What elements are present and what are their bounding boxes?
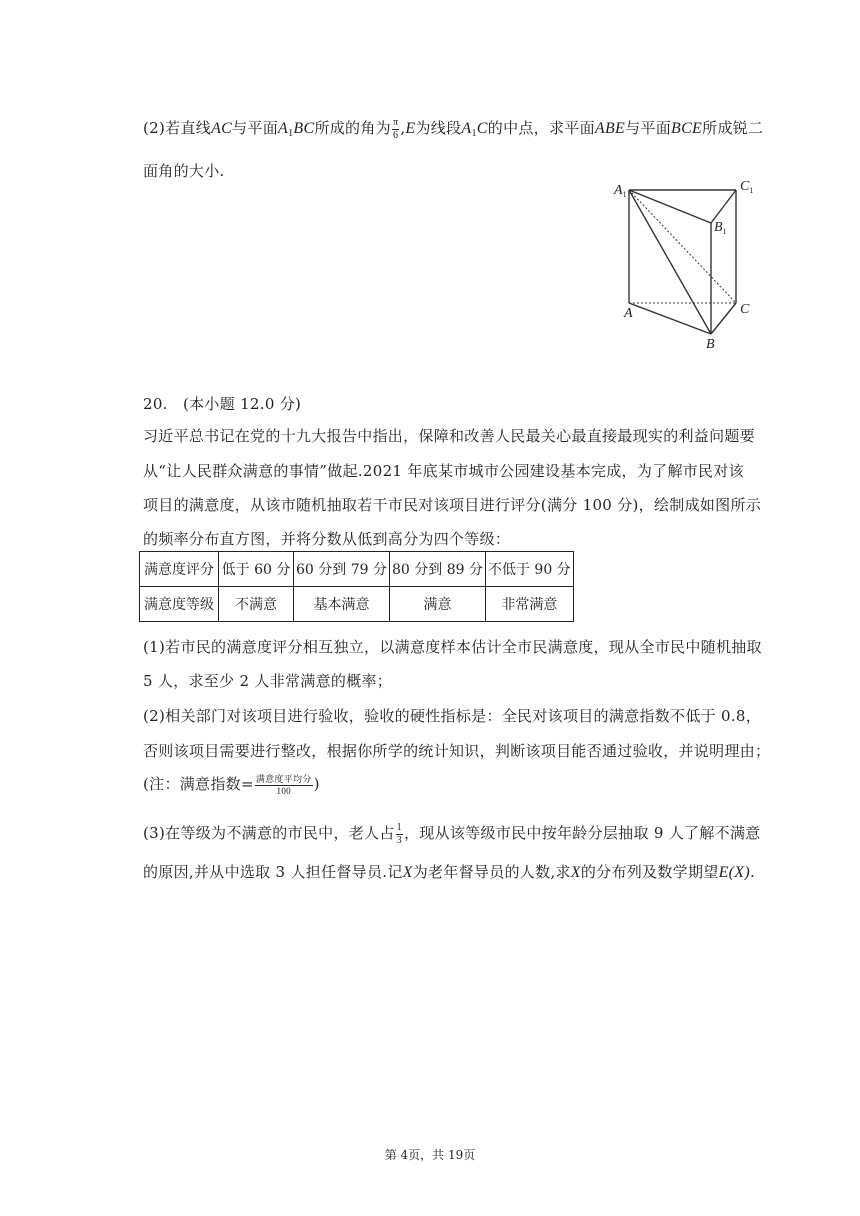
fraction-pi-over-6: $\frac{\pi}{6}$ [392,116,399,141]
q20-intro-line: 习近平总书记在党的十九大报告中指出，保障和改善人民最关心最直接最现实的利益问题要 [143,427,756,445]
table-cell: 满意度等级 [140,587,219,622]
satisfaction-table [139,551,574,622]
q20-part3-line1: (3)在等级为不满意的市民中，老人占 $\frac{1}{3}$ ，现从该等级市民中按年龄分层抽取 9 人了解不满意 [143,821,761,846]
math-expectation: E(X) [718,864,750,881]
q20-header: 20. (本小题 12.0 分) [143,395,302,413]
q20-intro-line: 的频率分布直方图，并将分数从低到高分为四个等级： [143,530,511,548]
table-cell: 非常满意 [485,587,573,622]
math-x: X [402,864,413,881]
q20-intro-line: 项目的满意度，从该市随机抽取若干市民对该项目进行评分(满分 100 分)，绘制成如图所示 [143,496,762,514]
label-b1: $B_1$ [714,220,727,236]
text: (2)若直线 [143,119,212,137]
table-cell: 不满意 [219,587,294,622]
edge-a1b [629,190,711,334]
edge-a1c-hidden [629,190,736,303]
edge-ab [629,303,711,334]
q20-part2-line1: (2)相关部门对该项目进行验收，验收的硬性指标是：全民对该项目的满意指数不低于 0.8， [143,707,762,725]
table-cell: 基本满意 [294,587,390,622]
table-row [140,587,574,622]
label-c: C [740,302,750,317]
math-bce: BCE [671,120,703,137]
math-a1bc: $A_1BC$ [278,120,315,139]
q20-part1-line2: 5 人，求至少 2 人非常满意的概率； [143,672,393,690]
q20-part1-line1: (1)若市民的满意度评分相互独立，以满意度样本估计全市民满意度，现从全市民中随机抽取 [143,638,762,656]
q20-intro-line: 从“让人民群众满意的事情”做起.2021 年底某市城市公园建设基本完成，为了解市民对该 [143,462,744,480]
q19-part2-line2: 面角的大小. [143,162,225,180]
q20-part3-line2: 的原因,并从中选取 3 人担任督导员.记X为老年督导员的人数,求X的分布列及数学期望E(X). [143,863,756,881]
label-a: A [624,306,633,321]
q20-part2-line2: 否则该项目需要进行整改，根据你所学的统计知识，判断该项目能否通过验收，并说明理由； [143,742,771,760]
math-e: E [405,120,416,137]
label-c1: $C_1$ [740,179,754,195]
edge-bc [711,303,736,334]
table-cell: 低于 60 分 [219,552,294,587]
q19-part2-line1: (2)若直线AC与平面$A_1BC$所成的角为 $\frac{\pi}{6}$ ,E为线段$A_1C$的中点，求平面ABE与平面BCE所成锐二 [143,116,764,141]
table-cell: 80 分到 89 分 [389,552,485,587]
math-ac: AC [211,120,233,137]
edge-a1b1 [629,190,711,223]
fraction-satisfaction-index: $\frac{\text{满意度平均分}}{100}$ [255,773,312,796]
page-footer: 第 4页，共 19页 [384,1148,476,1162]
math-abe: ABE [594,120,626,137]
math-a1c: $A_1C$ [461,120,488,139]
prism-figure [606,176,766,352]
table-cell: 60 分到 79 分 [294,552,390,587]
table-cell: 满意 [389,587,485,622]
fraction-one-third: $\frac{1}{3}$ [396,821,402,846]
label-a1: $A_1$ [614,183,627,199]
table-cell: 不低于 90 分 [485,552,573,587]
text: 与平面 [232,119,279,137]
q20-note: (注：满意指数= $\frac{\text{满意度平均分}}{100}$ ) [143,773,320,796]
edge-b1c1 [711,190,736,223]
label-b: B [706,337,715,352]
text: 所成的角为 [314,119,391,137]
table-row [140,552,574,587]
math-x: X [570,864,581,881]
table-cell: 满意度评分 [140,552,219,587]
